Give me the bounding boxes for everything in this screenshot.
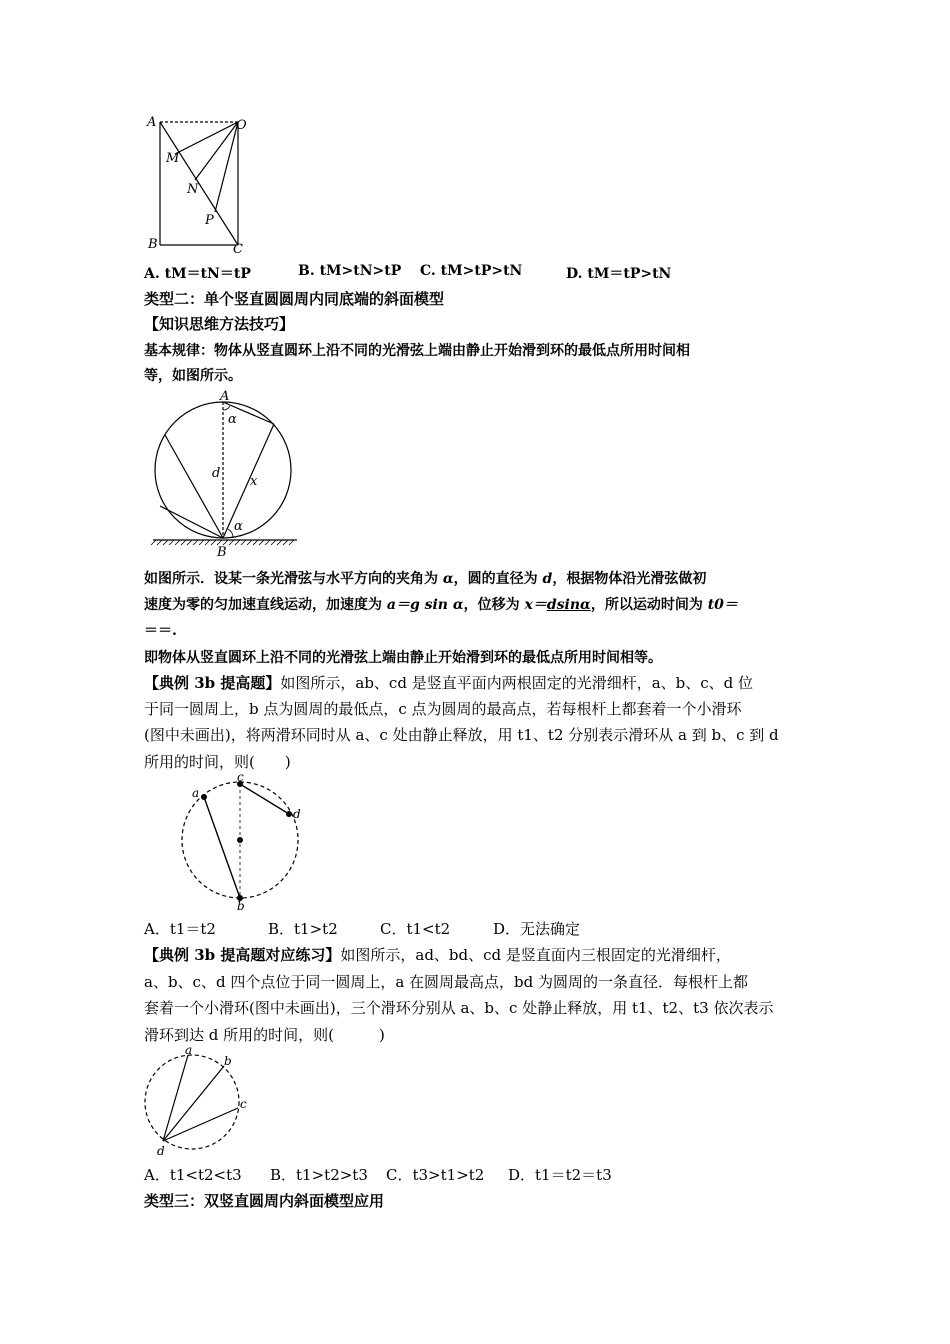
- label-a: a: [192, 786, 200, 800]
- label-A: A: [220, 389, 230, 404]
- label-c: c: [237, 772, 244, 784]
- option-b[interactable]: B. tM>tN>tP: [298, 263, 402, 279]
- label-x: x: [250, 474, 258, 489]
- label-a: a: [185, 1046, 193, 1057]
- label-d: d: [212, 466, 221, 481]
- rule-line-2: 等，如图所示。: [144, 368, 242, 384]
- rule-line-1: 基本规律：物体从竖直圆环上沿不同的光滑弦上端由静止开始滑到环的最低点所用时间相: [144, 343, 690, 359]
- label-d: d: [293, 807, 301, 821]
- rectangle-slides-figure: [140, 112, 260, 260]
- label-b: b: [237, 899, 245, 912]
- example-3b-line-4: 所用的时间，则( ): [144, 753, 291, 771]
- label-P: P: [205, 213, 214, 228]
- type2-heading: 类型二：单个竖直圆圆周内同底端的斜面模型: [144, 290, 445, 308]
- label-alpha-top: α: [228, 412, 237, 427]
- practice-option-b[interactable]: B．t1>t2>t3: [270, 1166, 368, 1184]
- three-rods-circle-figure: [140, 1046, 255, 1161]
- label-N: N: [187, 182, 199, 197]
- label-M: M: [166, 151, 180, 166]
- example-3b-line-2: 于同一圆周上，b 点为圆周的最低点，c 点为圆周的最高点，若每根杆上都套着一个小滑环: [144, 700, 742, 718]
- two-rods-circle-figure: [175, 772, 305, 912]
- practice-line-1: 【典例 3b 提高题对应练习】如图所示，ad、bd、cd 是竖直面内三根固定的光滑细杆，: [144, 946, 731, 964]
- option-c[interactable]: C. tM>tP>tN: [420, 263, 523, 279]
- circle-chords-figure: [150, 388, 300, 560]
- label-b: b: [224, 1054, 232, 1068]
- label-c: c: [240, 1097, 247, 1111]
- practice-line-2: a、b、c、d 四个点位于同一圆周上，a 在圆周最高点，bd 为圆周的一条直径．每根杆上都: [144, 973, 749, 991]
- knowledge-heading: 【知识思维方法技巧】: [144, 315, 295, 333]
- label-B: B: [217, 545, 227, 560]
- practice-option-a[interactable]: A．t1<t2<t3: [144, 1166, 242, 1184]
- label-O: O: [236, 118, 247, 133]
- practice-option-d[interactable]: D．t1＝t2＝t3: [508, 1166, 612, 1184]
- type3-heading: 类型三：双竖直圆周内斜面模型应用: [144, 1192, 385, 1210]
- practice-line-3: 套着一个小滑环(图中未画出)，三个滑环分别从 a、b、c 处静止释放，用 t1、t2、t3 依次表示: [144, 999, 774, 1017]
- explain-line-3: ＝＝.: [144, 623, 177, 639]
- ex3b-option-a[interactable]: A．t1＝t2: [144, 920, 216, 938]
- label-d: d: [157, 1144, 165, 1158]
- practice-option-c[interactable]: C．t3>t1>t2: [386, 1166, 485, 1184]
- option-d[interactable]: D. tM＝tP>tN: [566, 266, 672, 282]
- option-a[interactable]: A. tM＝tN＝tP: [144, 266, 251, 282]
- ex3b-option-d[interactable]: D．无法确定: [493, 920, 581, 938]
- explain-line-1: 如图所示．设某一条光滑弦与水平方向的夹角为 α，圆的直径为 d，根据物体沿光滑弦做初: [144, 571, 707, 587]
- label-C: C: [233, 242, 243, 257]
- label-A: A: [147, 115, 157, 130]
- practice-line-4: 滑环到达 d 所用的时间，则( ): [144, 1026, 385, 1044]
- example-3b-line-1: 【典例 3b 提高题】如图所示，ab、cd 是竖直平面内两根固定的光滑细杆，a、b、c、d 位: [144, 674, 754, 692]
- ex3b-option-b[interactable]: B．t1>t2: [268, 920, 338, 938]
- ex3b-option-c[interactable]: C．t1<t2: [380, 920, 451, 938]
- explain-line-2: 速度为零的匀加速直线运动，加速度为 a＝g sin α，位移为 x＝dsinα，所以运动时间为 t0＝: [144, 597, 738, 613]
- label-alpha-bottom: α: [234, 519, 243, 534]
- label-B: B: [148, 237, 158, 252]
- example-3b-line-3: (图中未画出)，将两滑环同时从 a、c 处由静止释放，用 t1、t2 分别表示滑环从 a 到 b、c 到 d: [144, 726, 779, 744]
- conclusion: 即物体从竖直圆环上沿不同的光滑弦上端由静止开始滑到环的最低点所用时间相等。: [144, 650, 662, 666]
